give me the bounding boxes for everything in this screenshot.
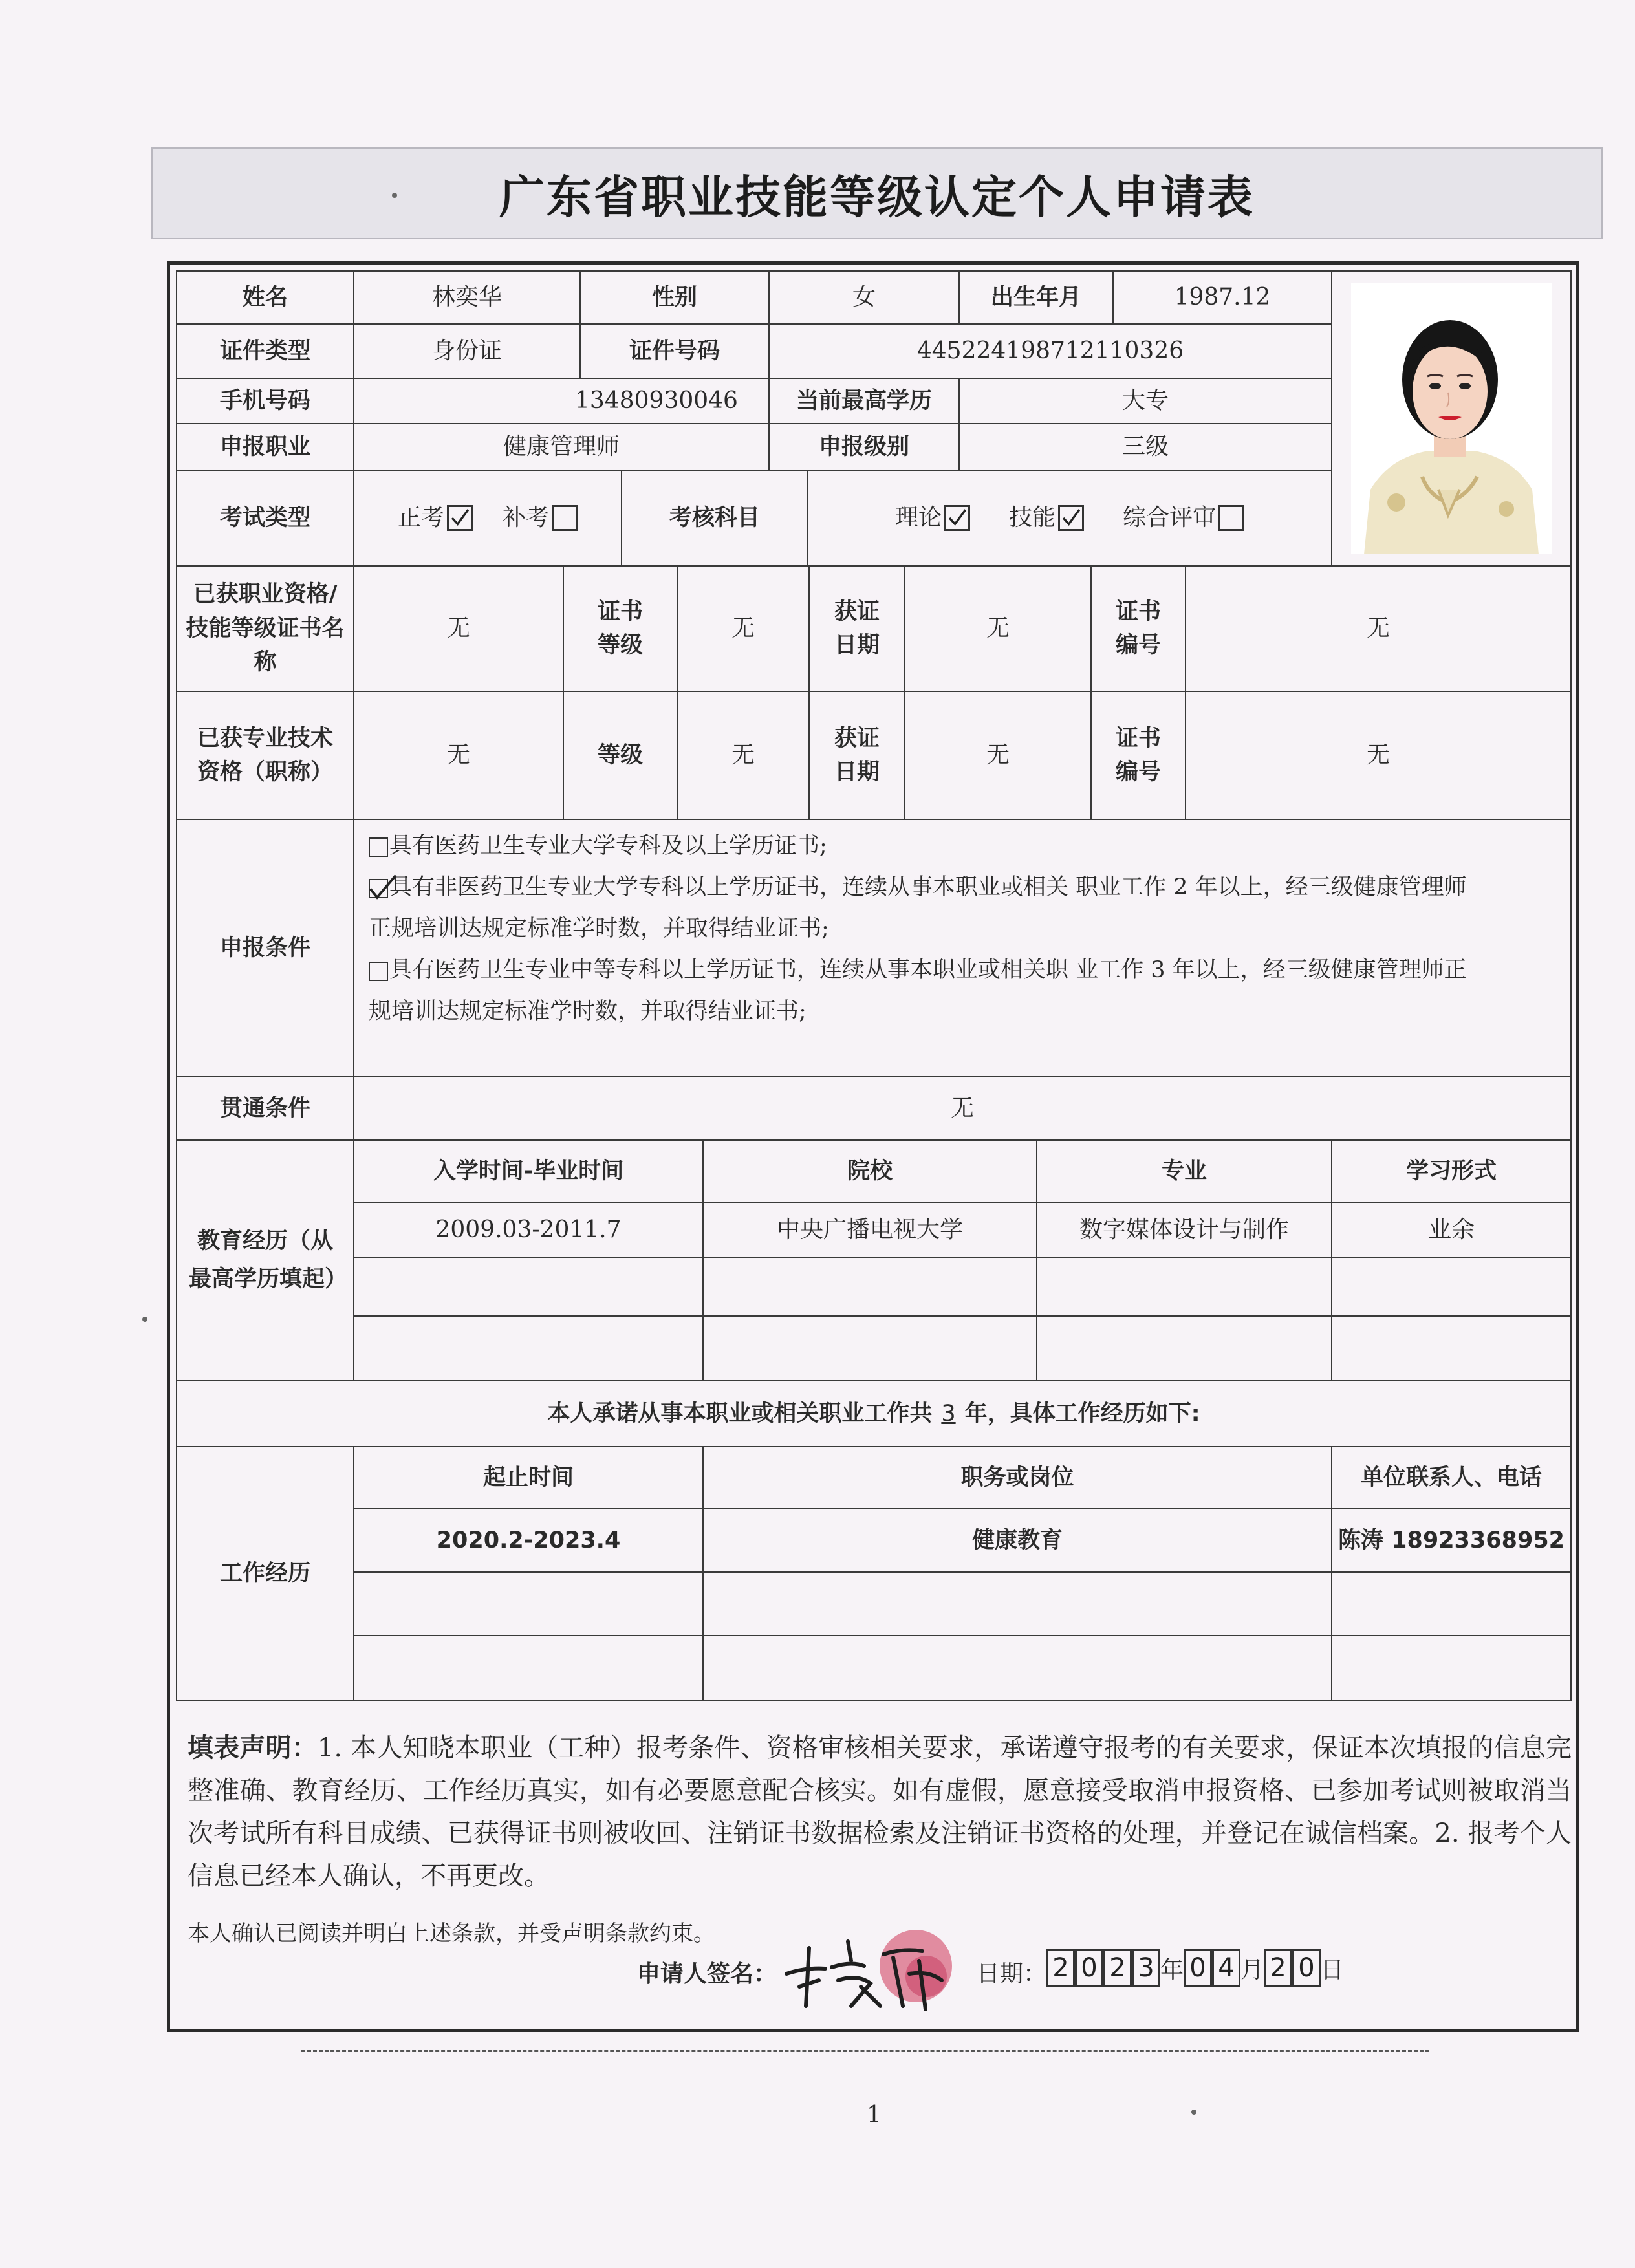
signature-label: 申请人签名： xyxy=(637,1961,777,1987)
scan-speck xyxy=(392,193,397,198)
work-header-contact: 单位联系人、电话 xyxy=(1331,1446,1572,1509)
cert1-date[interactable]: 无 xyxy=(904,565,1092,692)
condition-1-checkbox[interactable] xyxy=(369,837,388,857)
exam-type-options xyxy=(353,470,622,567)
name-label: 姓名 xyxy=(176,270,354,325)
subject-theory-checkbox[interactable] xyxy=(944,505,970,531)
birth-label: 出生年月 xyxy=(958,270,1114,325)
condition-2-cont: 正规培训达规定标准学时数，并取得结业证书; xyxy=(369,916,829,942)
edu-row2-period[interactable] xyxy=(353,1257,704,1317)
condition-2-checkbox[interactable] xyxy=(369,879,388,898)
subject-skill-checkbox[interactable] xyxy=(1058,505,1084,531)
date-year-digit-3[interactable]: 2 xyxy=(1103,1949,1132,1987)
level-value[interactable]: 三级 xyxy=(958,423,1332,471)
date-boxes xyxy=(1046,1949,1344,1987)
through-label: 贯通条件 xyxy=(176,1076,354,1141)
edu-row1-major[interactable]: 数字媒体设计与制作 xyxy=(1036,1202,1332,1258)
work-row2-period[interactable] xyxy=(353,1571,704,1636)
subject-skill-label: 技能 xyxy=(1008,504,1056,531)
work-row2-contact[interactable] xyxy=(1331,1571,1572,1636)
commitment-prefix: 本人承诺从事本职业或相关职业工作共 xyxy=(547,1400,933,1427)
edu-value[interactable]: 大专 xyxy=(958,378,1332,424)
cert2-no[interactable]: 无 xyxy=(1185,691,1572,820)
edu-row3-school[interactable] xyxy=(702,1315,1037,1381)
exam-type-regular-label: 正考 xyxy=(397,504,444,531)
edu-header-major: 专业 xyxy=(1036,1139,1332,1203)
subject-theory-option[interactable] xyxy=(895,501,970,535)
gender-label: 性别 xyxy=(579,270,770,325)
cert2-grade-label: 等级 xyxy=(563,691,678,820)
birth-value[interactable]: 1987.12 xyxy=(1112,270,1332,325)
declaration xyxy=(188,1727,1572,1897)
date-year-digit-1[interactable]: 2 xyxy=(1046,1949,1075,1987)
date-day-digit-1[interactable]: 2 xyxy=(1264,1949,1292,1987)
edu-row2-major[interactable] xyxy=(1036,1257,1332,1317)
scan-speck xyxy=(1191,2110,1196,2115)
cert1-no-label: 证书编号 xyxy=(1090,565,1186,692)
phone-value[interactable]: 13480930046 xyxy=(353,378,960,424)
condition-3-text: 具有医药卫生专业中等专科以上学历证书，连续从事本职业或相关职 业工作 3 年以上，经三级健康管理师正 xyxy=(389,957,1467,983)
exam-type-regular-checkbox[interactable] xyxy=(447,505,473,531)
education-label: 教育经历（从最高学历填起） xyxy=(176,1139,354,1381)
idno-value[interactable]: 445224198712110326 xyxy=(768,323,1332,379)
commitment-years[interactable]: 3 xyxy=(941,1400,956,1427)
condition-3[interactable] xyxy=(369,949,1467,991)
date-day-unit: 日 xyxy=(1321,1956,1345,1983)
commitment-suffix: 年，具体工作经历如下: xyxy=(964,1400,1200,1427)
edu-row3-mode[interactable] xyxy=(1331,1315,1572,1381)
exam-type-makeup-checkbox[interactable] xyxy=(552,505,578,531)
exam-type-makeup-option[interactable] xyxy=(503,501,578,535)
condition-1-text: 具有医药卫生专业大学专科及以上学历证书; xyxy=(389,833,827,859)
declaration-lead: 填表声明： xyxy=(188,1733,318,1763)
exam-type-makeup-label: 补考 xyxy=(503,504,550,531)
condition-1[interactable] xyxy=(369,825,827,867)
subject-theory-label: 理论 xyxy=(894,504,942,531)
subject-options xyxy=(807,470,1332,567)
work-row3-period[interactable] xyxy=(353,1635,704,1701)
date-month-digit-1[interactable]: 0 xyxy=(1184,1949,1212,1987)
gender-value[interactable]: 女 xyxy=(768,270,960,325)
work-row3-position[interactable] xyxy=(702,1635,1332,1701)
cert2-no-label: 证书编号 xyxy=(1090,691,1186,820)
edu-row2-school[interactable] xyxy=(702,1257,1037,1317)
edu-row1-period[interactable]: 2009.03-2011.7 xyxy=(353,1202,704,1258)
work-header-period: 起止时间 xyxy=(353,1446,704,1509)
work-header-position: 职务或岗位 xyxy=(702,1446,1332,1509)
subject-review-checkbox[interactable] xyxy=(1218,505,1244,531)
edu-row3-period[interactable] xyxy=(353,1315,704,1381)
condition-2[interactable] xyxy=(369,867,1467,908)
applicant-signature[interactable] xyxy=(774,1922,968,2019)
subject-review-label: 综合评审 xyxy=(1123,504,1217,531)
date-month-digit-2[interactable]: 4 xyxy=(1212,1949,1240,1987)
condition-3-checkbox[interactable] xyxy=(369,962,388,981)
commitment-line xyxy=(176,1380,1572,1447)
work-row1-contact[interactable]: 陈涛 18923368952 xyxy=(1331,1508,1572,1573)
date-month-unit: 月 xyxy=(1240,1956,1264,1983)
cert1-label: 已获职业资格/技能等级证书名称 xyxy=(176,565,354,692)
date-year-digit-4[interactable]: 3 xyxy=(1132,1949,1160,1987)
date-day-digit-2[interactable]: 0 xyxy=(1292,1949,1321,1987)
applicant-photo xyxy=(1351,283,1552,554)
page-number: 1 xyxy=(867,2102,882,2128)
cert1-no[interactable]: 无 xyxy=(1185,565,1572,692)
edu-header-school: 院校 xyxy=(702,1139,1037,1203)
cert1-name[interactable]: 无 xyxy=(353,565,564,692)
subject-skill-option[interactable] xyxy=(1009,501,1084,535)
work-row1-period[interactable]: 2020.2-2023.4 xyxy=(353,1508,704,1573)
cut-line xyxy=(301,2050,1429,2052)
form-title: 广东省职业技能等级认定个人申请表 xyxy=(499,170,1255,224)
subject-review-option[interactable] xyxy=(1123,501,1244,535)
form-title-banner xyxy=(151,147,1603,239)
condition-3-cont: 规培训达规定标准学时数，并取得结业证书; xyxy=(369,999,807,1024)
work-label: 工作经历 xyxy=(176,1446,354,1701)
edu-row3-major[interactable] xyxy=(1036,1315,1332,1381)
idno-label: 证件号码 xyxy=(579,323,770,379)
date-year-unit: 年 xyxy=(1160,1956,1184,1983)
work-row1-position[interactable]: 健康教育 xyxy=(702,1508,1332,1573)
exam-type-label: 考试类型 xyxy=(176,470,354,567)
through-value[interactable]: 无 xyxy=(353,1076,1572,1141)
exam-type-regular-option[interactable] xyxy=(398,501,473,535)
edu-row1-mode[interactable]: 业余 xyxy=(1331,1202,1572,1258)
scan-speck xyxy=(142,1317,147,1322)
idtype-value[interactable]: 身份证 xyxy=(353,323,581,379)
job-value[interactable]: 健康管理师 xyxy=(353,423,770,471)
subject-label: 考核科目 xyxy=(621,470,808,567)
condition-2-text: 具有非医药卫生专业大学专科以上学历证书，连续从事本职业或相关 职业工作 2 年以上，经三级健康管理师 xyxy=(389,874,1467,900)
cert1-grade-label: 证书等级 xyxy=(563,565,678,692)
edu-header-period: 入学时间-毕业时间 xyxy=(353,1139,704,1203)
cert2-date-label: 获证日期 xyxy=(808,691,905,820)
edu-row1-school[interactable]: 中央广播电视大学 xyxy=(702,1202,1037,1258)
idtype-label: 证件类型 xyxy=(176,323,354,379)
edu-header-mode: 学习形式 xyxy=(1331,1139,1572,1203)
date-year-digit-2[interactable]: 0 xyxy=(1075,1949,1103,1987)
cert2-date[interactable]: 无 xyxy=(904,691,1092,820)
date-label: 日期： xyxy=(977,1961,1047,1987)
cert2-label: 已获专业技术资格（职称） xyxy=(176,691,354,820)
phone-label: 手机号码 xyxy=(176,378,354,424)
edu-label: 当前最高学历 xyxy=(768,378,960,424)
cert1-grade[interactable]: 无 xyxy=(677,565,810,692)
work-row3-contact[interactable] xyxy=(1331,1635,1572,1701)
cert2-grade[interactable]: 无 xyxy=(677,691,810,820)
name-value[interactable]: 林奕华 xyxy=(353,270,581,325)
cert2-name[interactable]: 无 xyxy=(353,691,564,820)
declaration-text: 1. 本人知晓本职业（工种）报考条件、资格审核相关要求，承诺遵守报考的有关要求，保证本次填报的信息完整准确、教育经历、工作经历真实，如有必要愿意配合核实。如有虚假，愿意接受取消申报资格、已参加考试则被取消当次考试所有科目成绩、已获得证书则被收回、注销证书数据检索及注销证书资格的处理，并登记在诚信档案。2. 报考个人信息已经本人确认，不再更改。 xyxy=(188,1733,1572,1891)
cert1-date-label: 获证日期 xyxy=(808,565,905,692)
confirm-text: 本人确认已阅读并明白上述条款，并受声明条款约束。 xyxy=(188,1921,715,1947)
level-label: 申报级别 xyxy=(768,423,960,471)
job-label: 申报职业 xyxy=(176,423,354,471)
work-row2-position[interactable] xyxy=(702,1571,1332,1636)
edu-row2-mode[interactable] xyxy=(1331,1257,1572,1317)
photo-cell xyxy=(1331,270,1572,567)
conditions-label: 申报条件 xyxy=(176,819,354,1077)
